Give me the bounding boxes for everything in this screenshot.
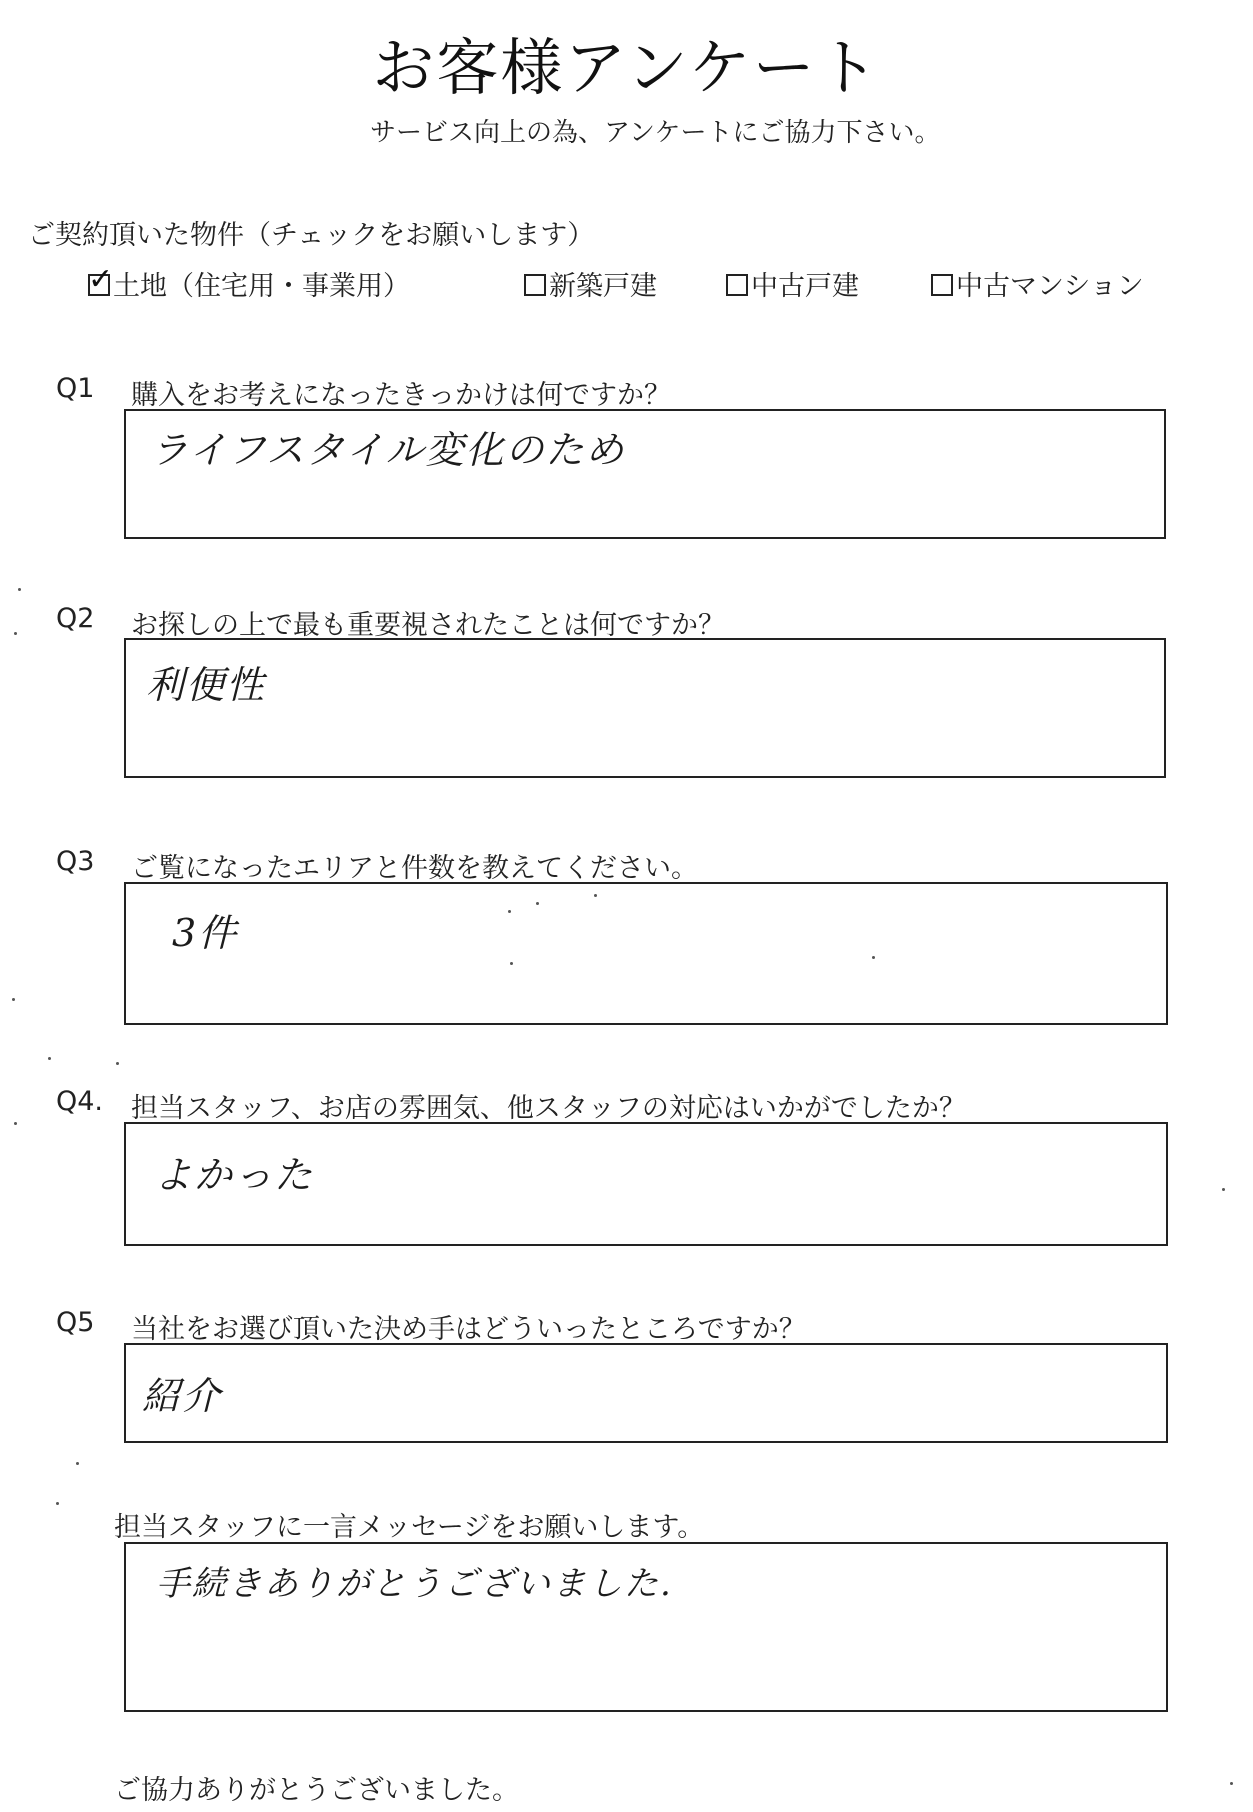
checkbox-used-house[interactable] xyxy=(726,274,748,296)
option-used-house-label: 中古戸建 xyxy=(751,271,859,302)
handwritten-answer: 紹介 xyxy=(142,1374,223,1418)
option-land[interactable] xyxy=(88,264,410,303)
handwritten-answer: ライフスタイル変化のため xyxy=(150,428,626,472)
option-land-label: 土地（住宅用・事業用） xyxy=(113,271,410,302)
checkbox-land[interactable] xyxy=(88,262,114,297)
property-options xyxy=(88,264,1208,304)
scan-speck xyxy=(1222,1188,1225,1191)
scan-speck xyxy=(76,1462,79,1465)
scan-speck xyxy=(18,588,21,591)
option-used-house[interactable] xyxy=(726,264,859,303)
question-number: Q1 xyxy=(56,373,95,404)
scan-speck xyxy=(116,1062,119,1065)
scan-speck xyxy=(510,962,513,965)
check-mark-icon: ✓ xyxy=(88,262,114,297)
question-text: 当社をお選び頂いた決め手はどういったところですか？ xyxy=(131,1314,806,1345)
question-text: お探しの上で最も重要視されたことは何ですか？ xyxy=(131,610,725,641)
answer-box-q2[interactable] xyxy=(124,638,1166,778)
handwritten-answer: 利便性 xyxy=(146,663,267,707)
handwritten-answer: 3件 xyxy=(172,911,239,955)
property-section-label: ご契約頂いた物件（チェックをお願いします） xyxy=(28,220,595,251)
scan-speck xyxy=(12,998,15,1001)
checkbox-new-house[interactable] xyxy=(524,274,546,296)
question-number: Q5 xyxy=(56,1307,95,1338)
scan-speck xyxy=(14,1122,17,1125)
message-label: 担当スタッフに一言メッセージをお願いします。 xyxy=(114,1512,705,1543)
scan-speck xyxy=(14,632,17,635)
question-text: 購入をお考えになったきっかけは何ですか？ xyxy=(131,380,671,411)
answer-box-q1[interactable] xyxy=(124,409,1166,539)
scan-speck xyxy=(56,1502,59,1505)
scan-speck xyxy=(1230,1782,1233,1785)
message-box[interactable] xyxy=(124,1542,1168,1712)
scan-speck xyxy=(594,894,597,897)
answer-box-q5[interactable] xyxy=(124,1343,1168,1443)
scan-speck xyxy=(872,956,875,959)
option-used-condo-label: 中古マンション xyxy=(956,271,1144,302)
question-number: Q4. xyxy=(56,1086,104,1117)
page-title: お客様アンケート xyxy=(372,31,881,104)
option-new-house[interactable] xyxy=(524,264,657,303)
scan-speck xyxy=(536,902,539,905)
option-used-condo[interactable] xyxy=(931,264,1144,303)
scan-speck xyxy=(508,910,511,913)
question-text: 担当スタッフ、お店の雰囲気、他スタッフの対応はいかがでしたか？ xyxy=(131,1093,966,1124)
answer-box-q3[interactable] xyxy=(124,882,1168,1025)
handwritten-message: 手続きありがとうございました. xyxy=(156,1564,673,1604)
page-subtitle: サービス向上の為、アンケートにご協力下さい。 xyxy=(370,118,941,148)
question-number: Q3 xyxy=(56,846,95,877)
handwritten-answer: よかった xyxy=(154,1153,315,1197)
question-text: ご覧になったエリアと件数を教えてください。 xyxy=(131,853,698,884)
answer-box-q4[interactable] xyxy=(124,1122,1168,1246)
question-number: Q2 xyxy=(56,603,95,634)
option-new-house-label: 新築戸建 xyxy=(549,271,657,302)
checkbox-used-condo[interactable] xyxy=(931,274,953,296)
scan-speck xyxy=(48,1057,51,1060)
closing-thanks: ご協力ありがとうございました。 xyxy=(114,1775,519,1806)
